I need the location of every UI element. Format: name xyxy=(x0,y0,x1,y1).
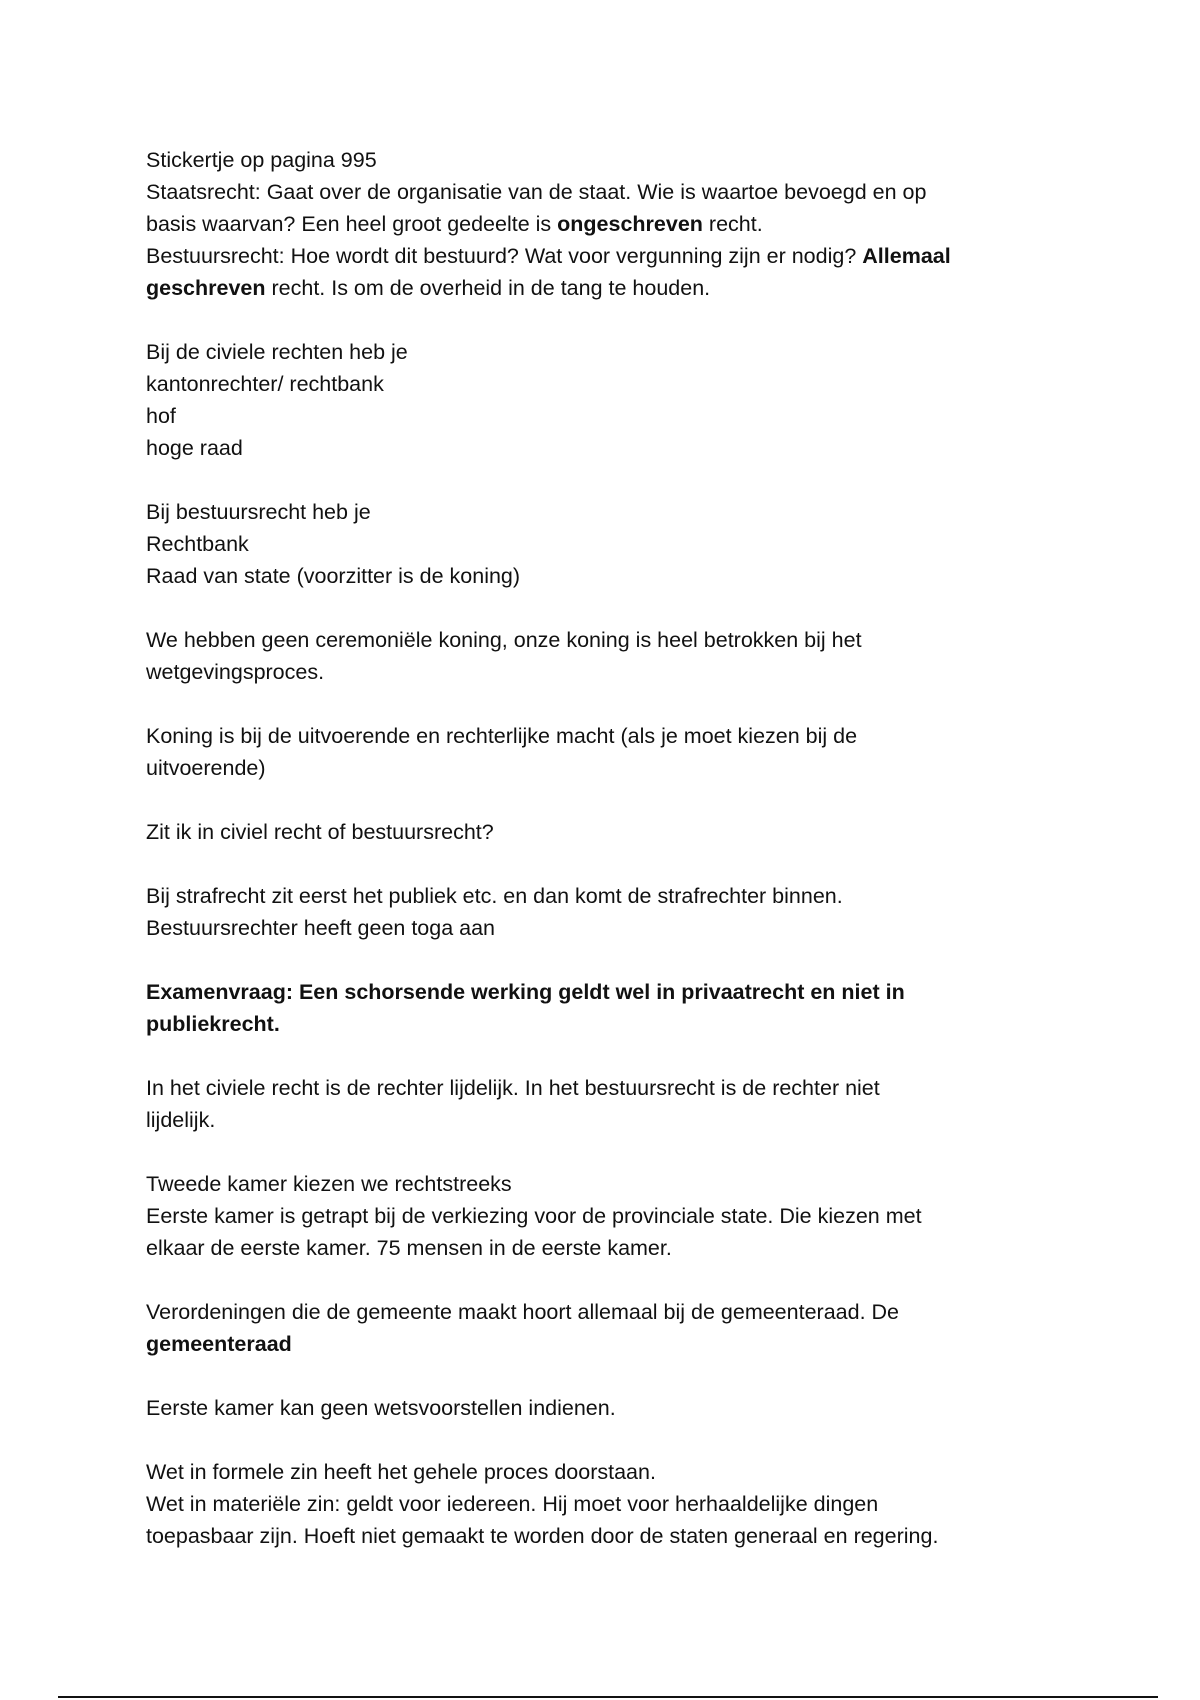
paragraph-gap xyxy=(146,784,1076,816)
text-line: Bestuursrechter heeft geen toga aan xyxy=(146,916,496,940)
text-line: We hebben geen ceremoniële koning, onze koning is heel betrokken bij het xyxy=(146,628,862,652)
text-line: lijdelijk. xyxy=(146,1108,216,1132)
paragraph-lijdelijk xyxy=(146,1072,1076,1136)
text-line xyxy=(146,272,1076,304)
footer-divider xyxy=(58,1696,1158,1698)
paragraph-strafrecht xyxy=(146,880,1076,944)
text-line: kantonrechter/ rechtbank xyxy=(146,372,384,396)
paragraph-gap xyxy=(146,464,1076,496)
bold-text: ongeschreven xyxy=(557,212,703,236)
text-line: Bij strafrecht zit eerst het publiek etc. en dan komt de strafrechter binnen. xyxy=(146,884,843,908)
text-line: Koning is bij de uitvoerende en rechterlijke macht (als je moet kiezen bij de xyxy=(146,724,858,748)
text-line: uitvoerende) xyxy=(146,756,266,780)
bold-text-line: Examenvraag: Een schorsende werking geldt wel in privaatrecht en niet in xyxy=(146,980,905,1004)
document-body xyxy=(146,144,1076,1552)
text-line: toepasbaar zijn. Hoeft niet gemaakt te worden door de staten generaal en regering. xyxy=(146,1524,939,1548)
text-line xyxy=(146,240,1076,272)
text-line: hof xyxy=(146,404,176,428)
paragraph-gap xyxy=(146,1040,1076,1072)
paragraph-civiele-rechten xyxy=(146,336,1076,464)
paragraph-kamers xyxy=(146,1168,1076,1264)
text-line: Wet in materiële zin: geldt voor iedereen. Hij moet voor herhaaldelijke dingen xyxy=(146,1492,879,1516)
text-line: wetgevingsproces. xyxy=(146,660,325,684)
bold-text: Allemaal xyxy=(862,244,951,268)
paragraph-gap xyxy=(146,944,1076,976)
paragraph-wet xyxy=(146,1456,1076,1552)
text-span: recht. Is om de overheid in de tang te houden. xyxy=(265,276,711,300)
text-span: recht. xyxy=(702,212,763,236)
paragraph-vraag xyxy=(146,816,1076,848)
paragraph-verordeningen xyxy=(146,1296,1076,1360)
text-line: Eerste kamer kan geen wetsvoorstellen indienen. xyxy=(146,1396,616,1420)
paragraph-eerste-kamer xyxy=(146,1392,1076,1424)
paragraph-gap xyxy=(146,592,1076,624)
text-line: Bij de civiele rechten heb je xyxy=(146,340,408,364)
paragraph-gap xyxy=(146,1136,1076,1168)
text-line: Rechtbank xyxy=(146,532,249,556)
paragraph-gap xyxy=(146,1360,1076,1392)
paragraph-gap xyxy=(146,1424,1076,1456)
text-line: Raad van state (voorzitter is de koning) xyxy=(146,564,521,588)
text-line: elkaar de eerste kamer. 75 mensen in de eerste kamer. xyxy=(146,1236,672,1260)
text-line: Eerste kamer is getrapt bij de verkiezing voor de provinciale state. Die kiezen met xyxy=(146,1204,922,1228)
text-span: Bestuursrecht: Hoe wordt dit bestuurd? Wat voor vergunning zijn er nodig? xyxy=(146,244,863,268)
paragraph-examenvraag xyxy=(146,976,1076,1040)
text-line: Staatsrecht: Gaat over de organisatie van de staat. Wie is waartoe bevoegd en op xyxy=(146,180,927,204)
bold-text: geschreven xyxy=(146,276,266,300)
paragraph-gap xyxy=(146,1264,1076,1296)
text-line xyxy=(146,208,1076,240)
text-line: Stickertje op pagina 995 xyxy=(146,148,377,172)
bold-text-line: publiekrecht. xyxy=(146,1012,280,1036)
text-line: Wet in formele zin heeft het gehele proces doorstaan. xyxy=(146,1460,656,1484)
text-line: Verordeningen die de gemeente maakt hoort allemaal bij de gemeenteraad. De xyxy=(146,1300,899,1324)
paragraph-koning-ceremonieel xyxy=(146,624,1076,688)
text-line: Bij bestuursrecht heb je xyxy=(146,500,371,524)
text-line: In het civiele recht is de rechter lijdelijk. In het bestuursrecht is de rechter niet xyxy=(146,1076,880,1100)
text-line: Tweede kamer kiezen we rechtstreeks xyxy=(146,1172,512,1196)
text-line: Zit ik in civiel recht of bestuursrecht? xyxy=(146,820,494,844)
paragraph-staatsrecht xyxy=(146,144,1076,304)
paragraph-koning-macht xyxy=(146,720,1076,784)
paragraph-gap xyxy=(146,688,1076,720)
paragraph-gap xyxy=(146,304,1076,336)
text-span: basis waarvan? Een heel groot gedeelte is xyxy=(146,212,558,236)
paragraph-bestuursrecht xyxy=(146,496,1076,592)
paragraph-gap xyxy=(146,848,1076,880)
text-line: hoge raad xyxy=(146,436,243,460)
bold-text-line: gemeenteraad xyxy=(146,1332,292,1356)
